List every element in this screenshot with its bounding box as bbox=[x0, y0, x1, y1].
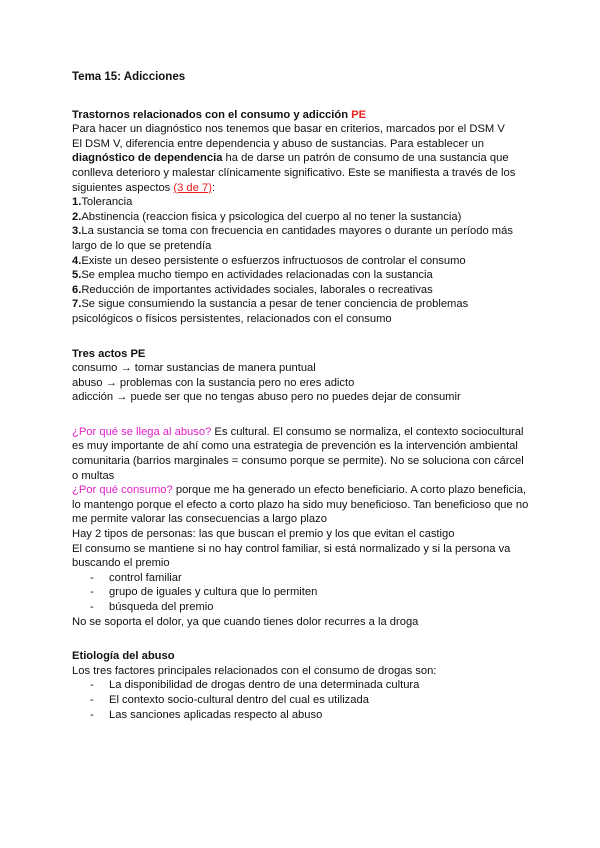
paragraph-abuso bbox=[72, 425, 532, 483]
criterion-item bbox=[72, 195, 532, 210]
criterion-number: 6. bbox=[72, 283, 82, 296]
criterion-item bbox=[72, 210, 532, 225]
list-item: - control familiar bbox=[90, 571, 532, 586]
intro-text-a: El DSM V, diferencia entre dependencia y abuso de sustancias. Para establecer un bbox=[72, 137, 484, 150]
factors-list bbox=[72, 571, 532, 615]
criterion-item bbox=[72, 283, 532, 298]
intro-paragraph-2 bbox=[72, 137, 532, 195]
section-heading-etiologia: Etiología del abuso bbox=[72, 650, 175, 663]
list-item: - grupo de iguales y cultura que lo permiten bbox=[90, 585, 532, 600]
criterion-text: La sustancia se toma con frecuencia en cantidades mayores o durante un período más largo de lo que se pretendía bbox=[72, 225, 513, 252]
intro-paragraph-1: Para hacer un diagnóstico nos tenemos que basar en criterios, marcados por el DSM V bbox=[72, 123, 505, 136]
criterion-number: 3. bbox=[72, 225, 82, 238]
list-item: - El contexto socio-cultural dentro del cual es utilizada bbox=[90, 693, 532, 708]
intro-text-end: : bbox=[211, 181, 216, 194]
section-etiologia bbox=[72, 649, 532, 722]
criteria-list bbox=[72, 195, 532, 326]
question-consumo: ¿Por qué consumo? bbox=[72, 484, 173, 497]
paragraph-consumo bbox=[72, 483, 532, 527]
criterion-item bbox=[72, 297, 532, 326]
answer-abuso: Es cultural. El consumo se normaliza, el contexto sociocultural es muy importante de ahí como una estrategia de prevención es la intervención ambiental comunitaria (barrios marginales = consumo porque se permite). No se soluciona con cárcel o multas bbox=[72, 425, 524, 482]
list-item: - La disponibilidad de drogas dentro de una determinada cultura bbox=[90, 678, 532, 693]
heading-text: Trastornos relacionados con el consumo y adicción bbox=[72, 108, 349, 121]
list-item: - búsqueda del premio bbox=[90, 600, 532, 615]
section-heading-trastornos bbox=[72, 108, 532, 123]
criteria-count-link[interactable]: (3 de 7) bbox=[173, 181, 212, 194]
criterion-text: Se emplea mucho tiempo en actividades relacionadas con la sustancia bbox=[81, 269, 433, 282]
paragraph-dolor: No se soporta el dolor, ya que cuando tienes dolor recurres a la droga bbox=[72, 615, 419, 628]
criterion-text: Abstinencia (reaccion fisica y psicologica del cuerpo al no tener la sustancia) bbox=[81, 210, 462, 223]
list-item: - Las sanciones aplicadas respecto al abuso bbox=[90, 708, 532, 723]
criterion-number: 4. bbox=[72, 254, 82, 267]
pe-tag: PE bbox=[351, 108, 367, 121]
criterion-number: 7. bbox=[72, 298, 82, 311]
section-trastornos bbox=[72, 108, 532, 327]
criterion-item bbox=[72, 224, 532, 253]
document-page bbox=[72, 70, 532, 722]
page-title: Tema 15: Adicciones bbox=[72, 71, 186, 83]
diagnostico-dependencia-bold: diagnóstico de dependencia bbox=[72, 152, 223, 165]
etiologia-list bbox=[72, 678, 532, 722]
intro-text-b: ha de darse un patrón de consumo de una sustancia que conlleva deterioro y malestar clínicamente significativo. Este se manifiesta a través de los siguientes aspectos bbox=[72, 152, 516, 194]
answer-consumo: porque me ha generado un efecto beneficiario. A corto plazo beneficia, lo mantengo porque el efecto a corto plazo ha sido muy beneficioso. Tan beneficioso que no me permite valorar las consecuencias a largo plazo bbox=[72, 484, 529, 526]
paragraph-tipos-personas: Hay 2 tipos de personas: las que buscan el premio y los que evitan el castigo bbox=[72, 528, 455, 541]
section-heading-tres-actos: Tres actos PE bbox=[72, 347, 146, 360]
criterion-text: Se sigue consumiendo la sustancia a pesar de tener conciencia de problemas psicológicos o físicos persistentes, relacionados con el consumo bbox=[72, 298, 469, 325]
acto-item: consumo → tomar sustancias de manera puntual bbox=[72, 362, 316, 375]
criterion-item bbox=[72, 254, 532, 269]
acto-item: adicción → puede ser que no tengas abuso pero no puedes dejar de consumir bbox=[72, 391, 461, 404]
criterion-text: Existe un deseo persistente o esfuerzos infructuosos de controlar el consumo bbox=[81, 254, 466, 267]
criterion-number: 2. bbox=[72, 210, 82, 223]
criterion-number: 5. bbox=[72, 269, 82, 282]
criterion-text: Tolerancia bbox=[81, 196, 133, 209]
etiologia-intro: Los tres factores principales relacionados con el consumo de drogas son: bbox=[72, 664, 437, 677]
section-causas bbox=[72, 425, 532, 629]
criterion-item bbox=[72, 268, 532, 283]
section-tres-actos bbox=[72, 347, 532, 405]
question-abuso: ¿Por qué se llega al abuso? bbox=[72, 425, 212, 438]
acto-item: abuso → problemas con la sustancia pero no eres adicto bbox=[72, 376, 355, 389]
criterion-number: 1. bbox=[72, 196, 82, 209]
paragraph-mantenimiento: El consumo se mantiene si no hay control familiar, si está normalizado y si la persona va buscando el premio bbox=[72, 542, 511, 570]
criterion-text: Reducción de importantes actividades sociales, laborales o recreativas bbox=[81, 283, 433, 296]
